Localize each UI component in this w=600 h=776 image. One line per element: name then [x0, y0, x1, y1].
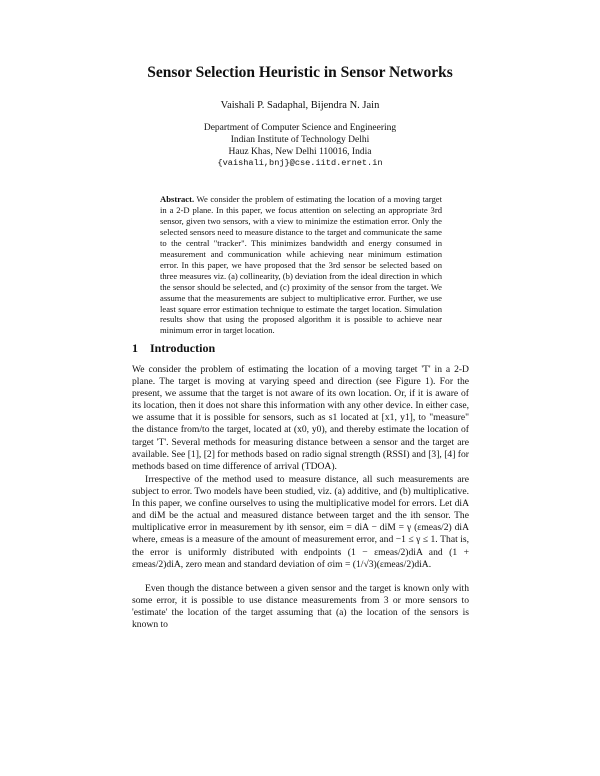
- affiliation-department: Department of Computer Science and Engineering: [203, 123, 397, 133]
- paper-title: Sensor Selection Heuristic in Sensor Networks: [147, 64, 453, 81]
- affiliation-block: [0, 123, 600, 170]
- intro-paragraph-3: Even though the distance between a given sensor and the target is known only with some error, it is possible to use distance measurements from 3 or more sensors to 'estimate' the location of the target assuming that (a) the location of the sensors is known to: [132, 583, 469, 631]
- affiliation-address: Hauz Khas, New Delhi 110016, India: [228, 146, 372, 157]
- affiliation-email[interactable]: {vaishali,bnj}@cse.iitd.ernet.in: [217, 158, 383, 169]
- section-number: 1: [132, 341, 138, 355]
- intro-paragraph-2: Irrespective of the method used to measure distance, all such measurements are subject to error. Two models have been studied, viz. (a) additive, and (b) multiplicative. In this paper, we confine ourselves to using the multiplicative model for errors. Let diA and diM be the actual and measured distance between target and the ith sensor. The multiplicative error in measurement by ith sensor, eim = diA − diM = γ (εmeas/2) diA where, εmeas is a measure of the amount of measurement error, and −1 ≤ γ ≤ 1. That is, the error is uniformly distributed with endpoints (1 − εmeas/2)diA and (1 + εmeas/2)diA, zero mean and standard deviation of σim = (1/√3)(εmeas/2)diA.: [132, 474, 469, 570]
- affiliation-institute: Indian Institute of Technology Delhi: [230, 134, 370, 145]
- abstract-text: We consider the problem of estimating the location of a moving target in a 2-D plane. In this paper, we focus attention on selecting an appropriate 3rd sensor, given two sensors, with a view to minimize the estimation error. Only the selected sensors need to measure distance to the target and communicate the same to the central "tracker". This minimizes bandwidth and energy consumed in measurement and communication while achieving near minimum estimation error. In this paper, we have proposed that the 3rd sensor be selected based on three measures viz. (a) collinearity, (b) deviation from the ideal direction in which the sensor should be selected, and (c) proximity of the sensor from the target. We assume that the measurements are subject to multiplicative error. Further, we use least square error estimation technique to estimate the target location. Simulation results show that using the proposed algorithm it is possible to achieve near minimum error in target location.: [160, 194, 442, 336]
- abstract: [160, 194, 442, 336]
- abstract-label: Abstract.: [160, 194, 195, 204]
- section-heading: [132, 341, 215, 356]
- intro-paragraph-1: We consider the problem of estimating the location of a moving target 'T' in a 2-D plane. The target is moving at varying speed and direction (see Figure 1). For the present, we assume that the target is not aware of its own location. Or, if it is aware of its location, then it does not share this information with any other device. In either case, we assume that it is possible for sensors, such as s1 located at [x1, y1], to "measure" the distance from/to the target, located at (x0, y0), and thereby estimate the location of target 'T'. Several methods for measuring distance between a sensor and the target are available. See [1], [2] for methods based on radio signal strength (RSSI) and [3], [4] for methods based on time difference of arrival (TDOA).: [132, 364, 469, 472]
- paper-authors: Vaishali P. Sadaphal, Bijendra N. Jain: [220, 100, 380, 111]
- section-title: Introduction: [150, 341, 216, 355]
